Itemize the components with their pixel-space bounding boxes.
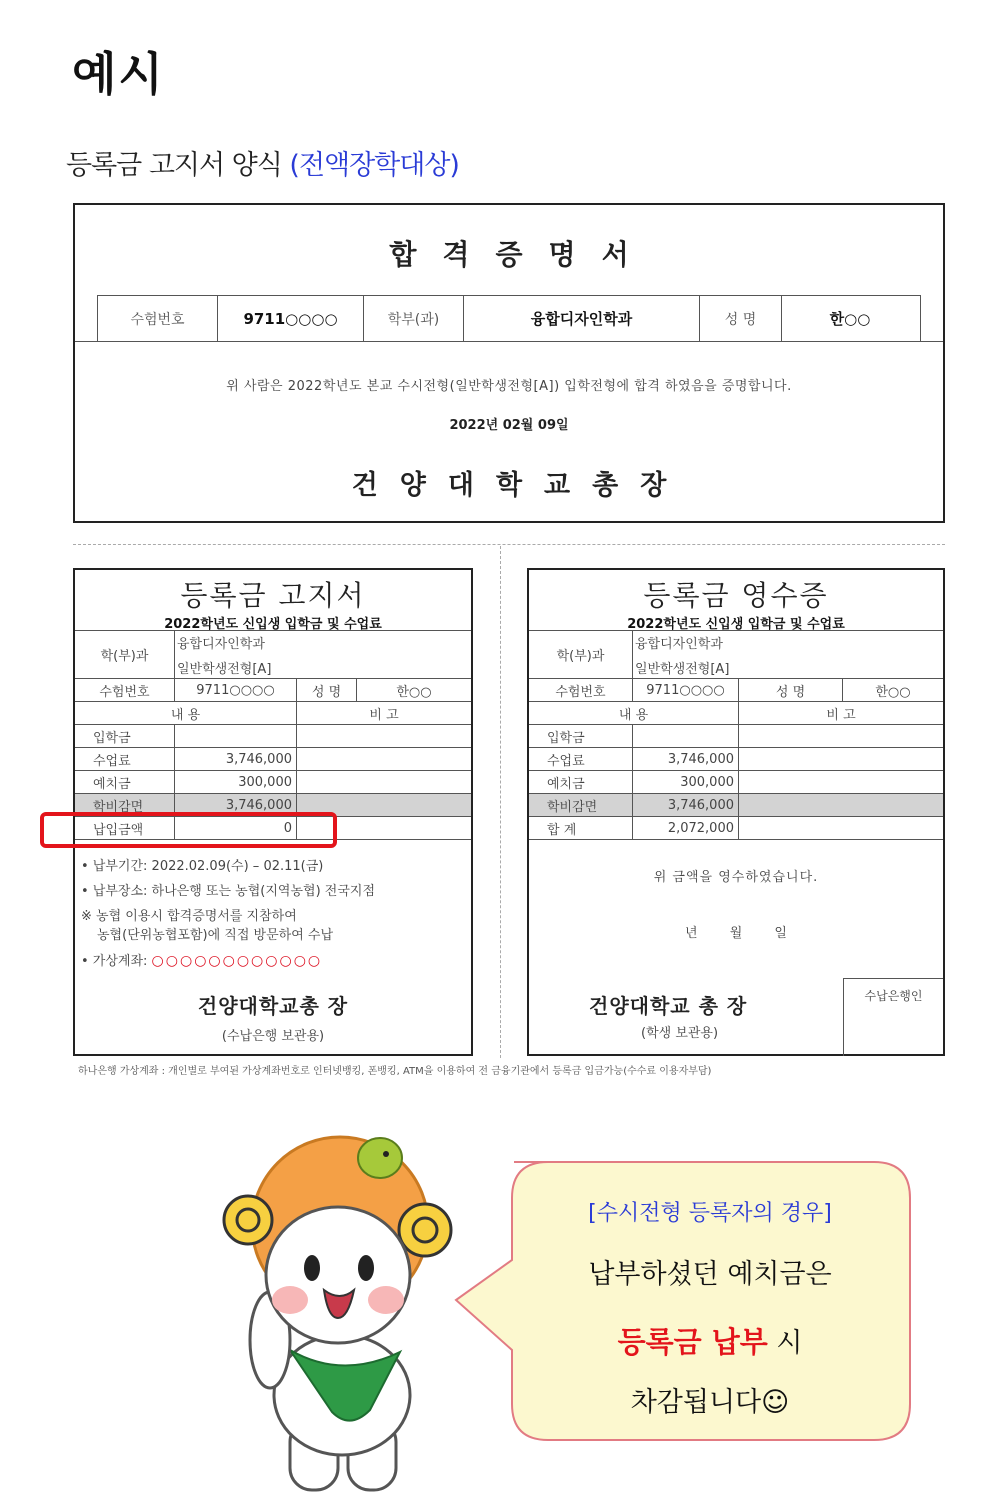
bill-dept-row <box>75 631 471 679</box>
bill-subtitle: 2022학년도 신입생 입학금 및 수업료 <box>164 617 382 632</box>
receipt-name-value: 한○○ <box>875 684 911 700</box>
bill-item-label: 학비감면 <box>75 794 175 816</box>
receipt-id-label: 수험번호 <box>529 679 633 701</box>
receipt-dept-line2: 일반학생전형[A] <box>635 661 730 677</box>
bill-item-note <box>297 748 471 770</box>
section-subheading <box>66 143 459 182</box>
bill-id-label: 수험번호 <box>75 679 175 701</box>
bill-account <box>81 952 375 971</box>
bill-keep-note: (수납은행 보관용) <box>221 1029 325 1044</box>
certificate-statement: 위 사람은 2022학년도 본교 수시전형(일반학생전형[A]) 입학전형에 합격 하였음을 증명합니다. <box>226 379 792 394</box>
receipt-total-row <box>529 817 943 840</box>
bill-id-value: 9711○○○○ <box>175 679 297 701</box>
receipt-item-value: 3,746,000 <box>633 748 739 770</box>
bill-name-label: 성 명 <box>297 679 357 701</box>
bill-item-value: 3,746,000 <box>175 794 297 816</box>
bill-note-line2: 농협(단위농협포함)에 직접 방문하여 수납 <box>97 928 334 943</box>
receipt-item-value: 300,000 <box>633 771 739 793</box>
receipt-item-row <box>529 748 943 771</box>
bubble-line-4: 차감됩니다☺ <box>630 1387 790 1418</box>
receipt-item-label: 입학금 <box>529 725 633 747</box>
receipt-item-note <box>739 794 943 816</box>
receipt-item-note <box>739 771 943 793</box>
cut-line-horizontal <box>73 544 945 545</box>
receipt-dept-value <box>633 631 943 678</box>
bill-name-value: 한○○ <box>396 684 432 700</box>
receipt-received-text: 위 금액을 영수하였습니다. <box>653 870 819 885</box>
bill-item-label: 예치금 <box>75 771 175 793</box>
certificate-title: 합격증명서 <box>389 238 655 271</box>
bill-item-label: 수업료 <box>75 748 175 770</box>
certificate-date: 2022년 02월 09일 <box>449 418 569 433</box>
receipt-item-note <box>739 748 943 770</box>
receipt-header-row <box>529 702 943 725</box>
bill-title: 등록금 고지서 <box>180 579 366 612</box>
receipt-dept-label: 학(부)과 <box>529 631 633 678</box>
receipt-total-value: 2,072,000 <box>633 817 739 839</box>
subheading-paren: (전액장학대상) <box>289 150 459 181</box>
sheep-mascot-illustration <box>220 1130 460 1510</box>
receipt-total-label: 합 계 <box>529 817 633 839</box>
receipt-item-label: 수업료 <box>529 748 633 770</box>
bill-total-value: 0 <box>175 817 297 839</box>
virtual-account-footnote: 하나은행 가상계좌 : 개인별로 부여된 가상계좌번호로 인터넷뱅킹, 폰뱅킹, ATM을 이용하여 전 금융기관에서 등록금 입금가능(수수료 이용자부담) <box>78 1066 712 1077</box>
receipt-item-value: 3,746,000 <box>633 794 739 816</box>
receipt-item-label: 예치금 <box>529 771 633 793</box>
cert-dept-label: 학부(과) <box>364 296 464 341</box>
certificate-info-table <box>97 295 921 342</box>
bill-dept-value <box>175 631 471 678</box>
bill-dept-label: 학(부)과 <box>75 631 175 678</box>
bill-notes <box>81 858 375 978</box>
receipt-col-content: 내 용 <box>529 702 739 724</box>
cert-id-label: 수험번호 <box>98 296 218 341</box>
admission-certificate <box>73 203 945 523</box>
bill-item-note <box>297 771 471 793</box>
bubble-line-3 <box>512 1320 908 1361</box>
page-heading: 예시 <box>72 47 165 101</box>
receipt-subtitle: 2022학년도 신입생 입학금 및 수업료 <box>627 617 845 632</box>
bill-account-value: ○○○○○○○○○○○○ <box>151 953 323 969</box>
receipt-item-row <box>529 725 943 748</box>
receipt-total-note <box>739 817 943 839</box>
bank-stamp-box <box>843 978 943 1056</box>
bill-account-label: • 가상계좌: <box>81 954 152 969</box>
bill-item-value: 3,746,000 <box>175 748 297 770</box>
bill-item-row <box>75 771 471 794</box>
bill-president: 건양대학교총 장 <box>197 994 349 1018</box>
receipt-item-row <box>529 771 943 794</box>
bill-table <box>75 630 471 840</box>
payment-amount-highlight <box>40 812 337 848</box>
receipt-president: 건양대학교 총 장 <box>589 994 748 1018</box>
receipt-table <box>529 630 943 840</box>
receipt-item-row <box>529 794 943 817</box>
certificate-president: 건양대학교총장 <box>351 470 689 501</box>
receipt-col-note: 비 고 <box>826 707 856 723</box>
bubble-line-3-red: 등록금 납부 <box>617 1325 768 1359</box>
bill-item-note <box>297 725 471 747</box>
bill-item-value: 300,000 <box>175 771 297 793</box>
bill-period: • 납부기간: 2022.02.09(수) – 02.11(금) <box>81 859 324 874</box>
receipt-id-row <box>529 679 943 702</box>
tuition-receipt <box>527 568 945 1056</box>
receipt-date-blank: 년 월 일 <box>685 926 787 941</box>
bill-place: • 납부장소: 하나은행 또는 농협(지역농협) 전국지점 <box>81 884 376 899</box>
bill-header-row <box>75 702 471 725</box>
bubble-line-2: 납부하셨던 예치금은 <box>588 1259 832 1290</box>
bill-dept-line1: 융합디자인학과 <box>177 636 265 652</box>
bill-total-label: 납입금액 <box>75 817 175 839</box>
certificate-divider <box>75 341 943 342</box>
receipt-dept-row <box>529 631 943 679</box>
receipt-id-value: 9711○○○○ <box>633 679 739 701</box>
receipt-item-label: 학비감면 <box>529 794 633 816</box>
receipt-item-note <box>739 725 943 747</box>
bill-item-row <box>75 748 471 771</box>
bubble-line-3-rest: 시 <box>767 1328 803 1359</box>
bank-stamp-label: 수납은행인 <box>864 989 923 1003</box>
cert-dept-value: 융합디자인학과 <box>464 296 700 341</box>
receipt-keep-note: (학생 보관용) <box>641 1026 719 1041</box>
bill-dept-line2: 일반학생전형[A] <box>177 661 272 677</box>
bill-item-label: 입학금 <box>75 725 175 747</box>
receipt-item-value <box>633 725 739 747</box>
bill-col-note: 비 고 <box>369 707 399 723</box>
bill-item-row <box>75 725 471 748</box>
cert-id-value: 9711○○○○ <box>218 296 364 341</box>
bill-col-content: 내 용 <box>75 702 297 724</box>
cert-name-value: 한○○ <box>829 310 871 328</box>
receipt-name-label: 성 명 <box>739 679 843 701</box>
bubble-line-1: [수시전형 등록자의 경우] <box>588 1201 832 1226</box>
subheading-main: 등록금 고지서 양식 <box>66 150 290 181</box>
cut-line-vertical <box>500 546 501 1058</box>
receipt-dept-line1: 융합디자인학과 <box>635 636 723 652</box>
receipt-title: 등록금 영수증 <box>643 579 829 612</box>
bill-note-line1: ※ 농협 이용시 합격증명서를 지참하여 <box>81 909 297 924</box>
bill-item-value <box>175 725 297 747</box>
bill-id-row <box>75 679 471 702</box>
cert-name-label: 성 명 <box>700 296 782 341</box>
